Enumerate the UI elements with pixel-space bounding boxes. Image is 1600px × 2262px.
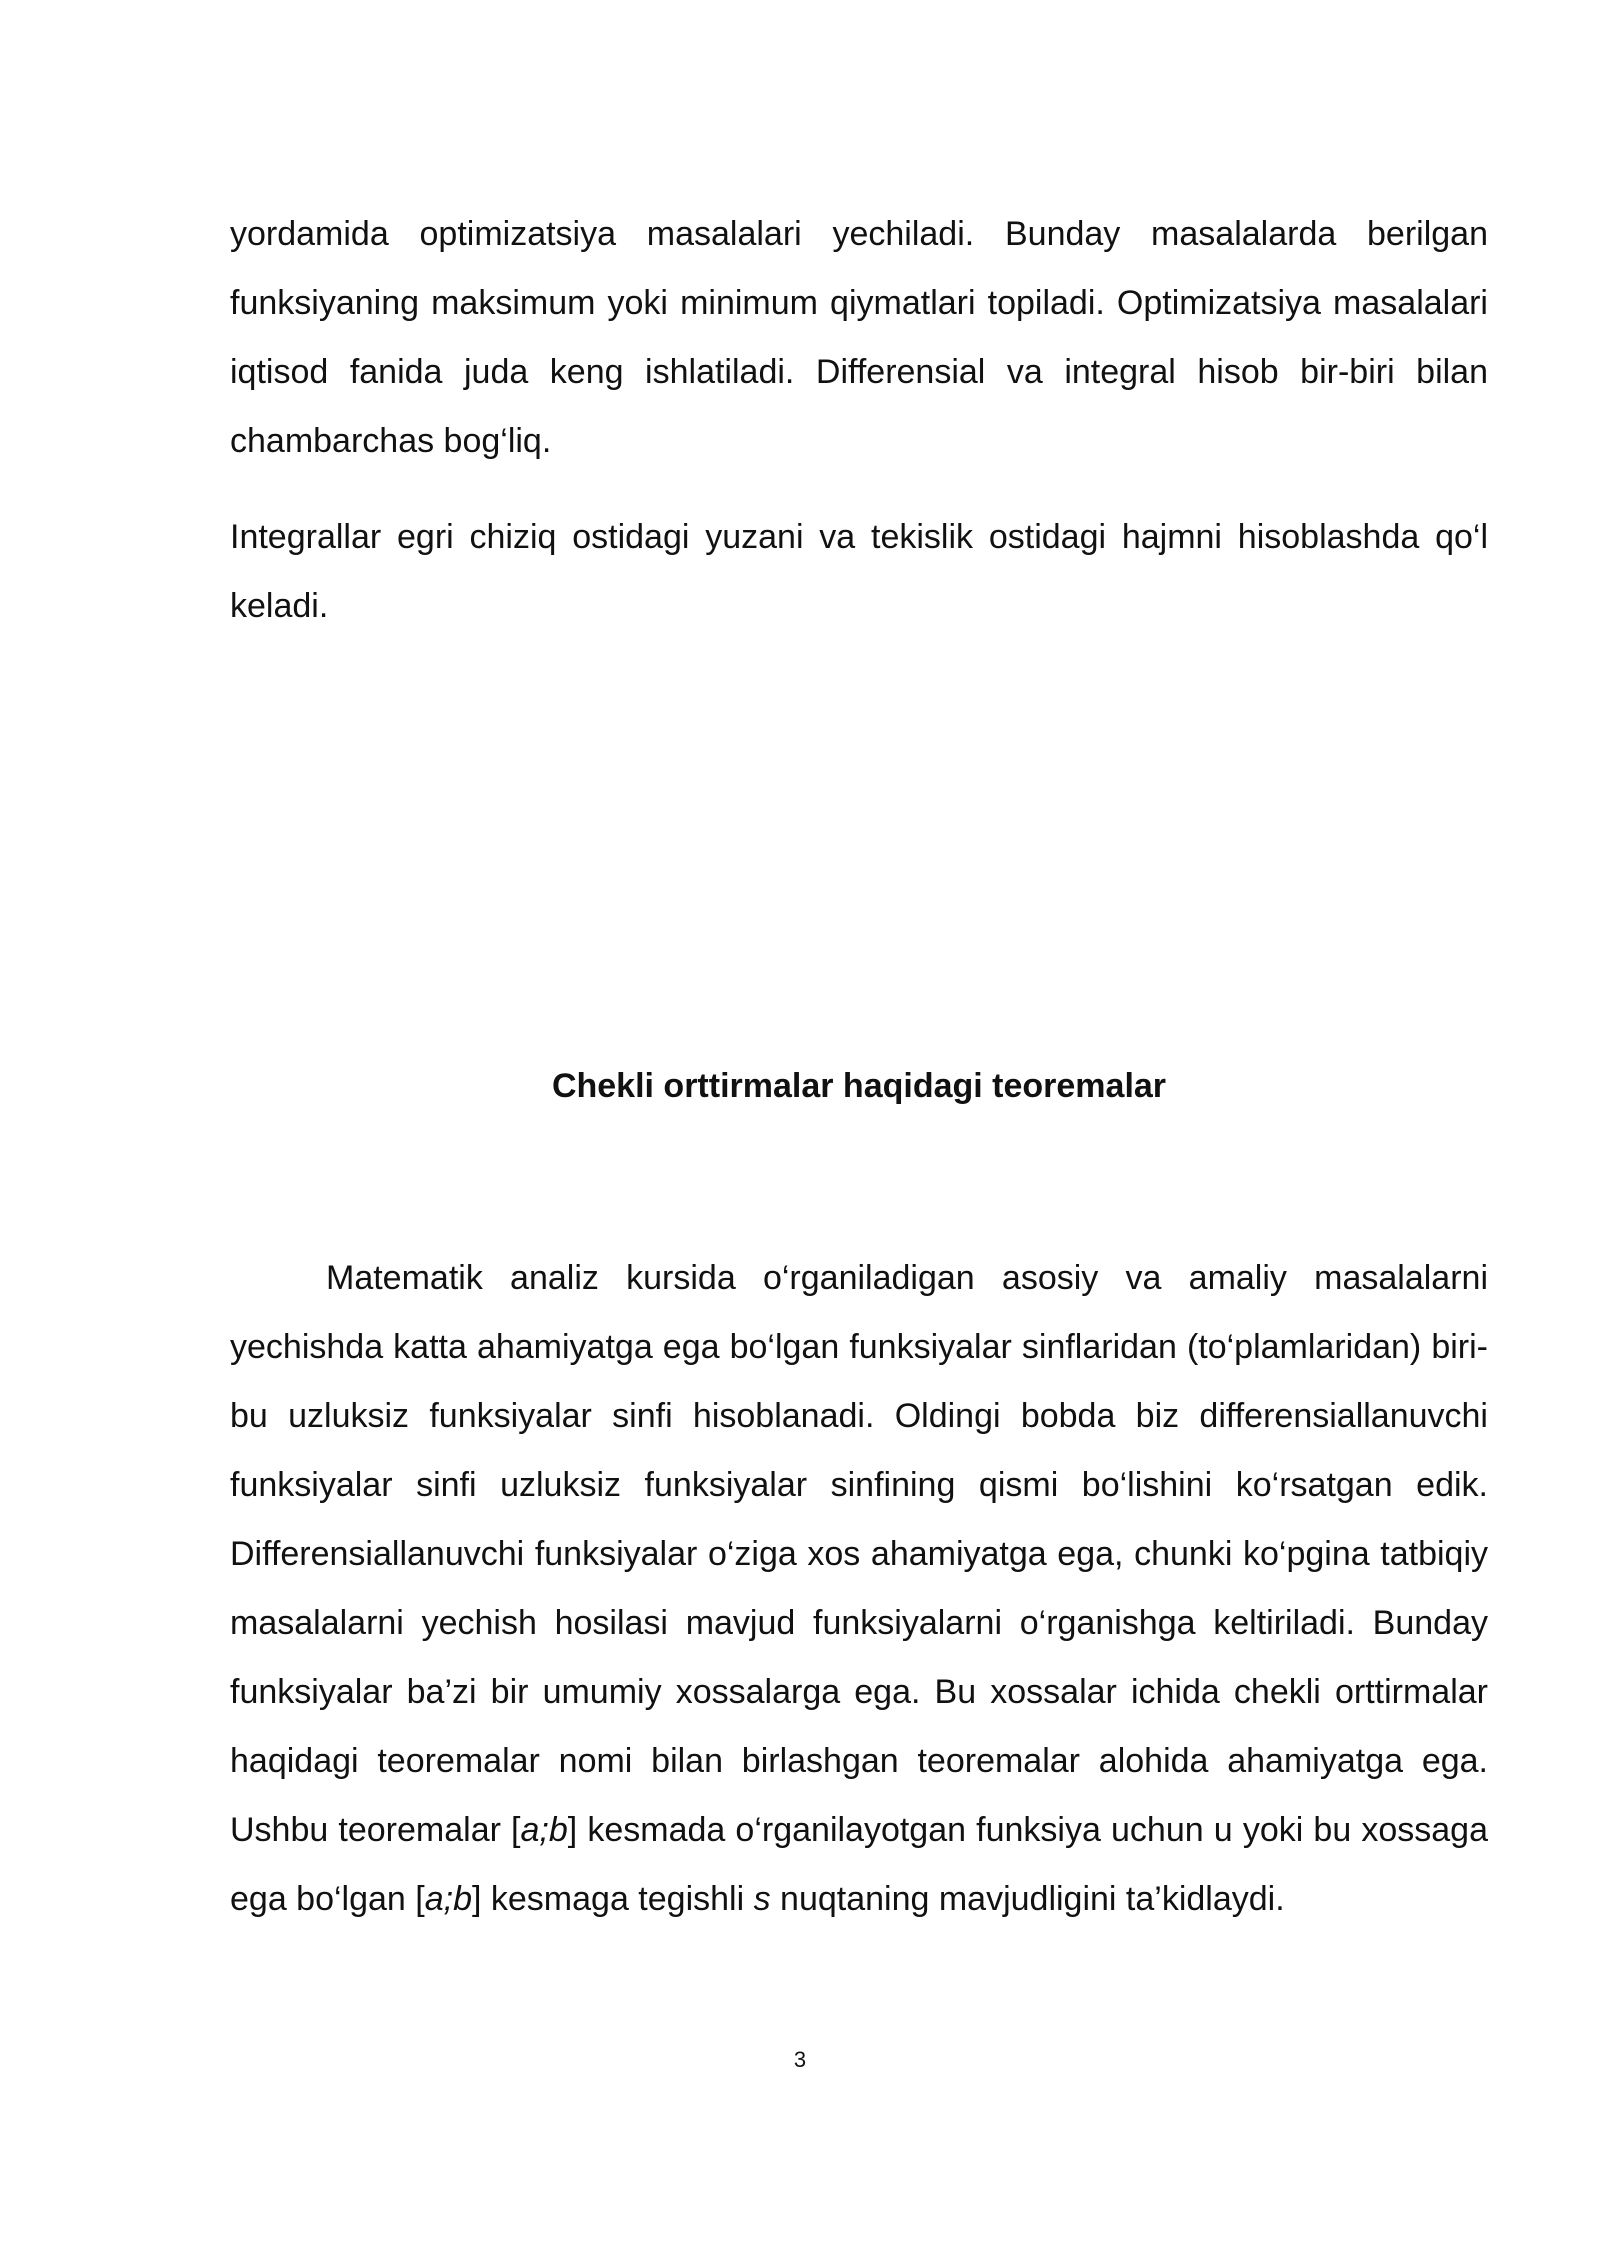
page-number: 3 xyxy=(793,2047,807,2072)
paragraph-3-text-part-1: Matematik analiz kursida o‘rganiladigan asosiy va amaliy masalalarni yechishda katta ahamiyatga ega bo‘lgan funksiyalar sinflaridan (to‘plamlaridan) biri-bu uzluksiz funksiyalar sinfi hisoblanadi. Oldingi bobda biz differensiallanuvchi funksiyalar sinfi uzluksiz funksiyalar sinfining qismi bo‘lishini ko‘rsatgan edik. Differensiallanuvchi funksiyalar o‘ziga xos ahamiyatga ega, chunki ko‘pgina tatbiqiy masalalarni yechish hosilasi mavjud funksiyalarni o‘rganishga keltiriladi. Bunday funksiyalar ba’zi bir umumiy xossalarga ega. Bu xossalar ichida chekli orttirmalar haqidagi teoremalar nomi bilan birlashgan teoremalar alohida ahamiyatga ega. Ushbu teoremalar [ xyxy=(230,1259,1488,1849)
point-variable: s xyxy=(753,1880,771,1918)
interval-variable-2: a;b xyxy=(424,1880,472,1918)
body-paragraph-2: Integrallar egri chiziq ostidagi yuzani va tekislik ostidagi hajmni hisoblashda qo‘l keladi. xyxy=(230,518,1488,625)
paragraph-3-text-part-3: ] kesmaga tegishli xyxy=(472,1880,754,1918)
paragraph-3-text-part-4: nuqtaning mavjudligini ta’kidlaydi. xyxy=(770,1880,1285,1918)
section-heading: Chekli orttirmalar haqidagi teoremalar xyxy=(551,1067,1167,1105)
paragraph-3-text-part-2: ] kesmada o‘rganilayotgan funksiya uchun u yoki bu xossaga ega bo‘lgan [ xyxy=(230,1811,1488,1918)
body-paragraph-1: yordamida optimizatsiya masalalari yechiladi. Bunday masalalarda berilgan funksiyaning maksimum yoki minimum qiymatlari topiladi. Optimizatsiya masalalari iqtisod fanida juda keng ishlatiladi. Differensial va integral hisob bir-biri bilan chambarchas bog‘liq. xyxy=(230,215,1488,460)
body-paragraph-3 xyxy=(230,1244,1488,1934)
interval-variable-1: a;b xyxy=(520,1811,568,1849)
